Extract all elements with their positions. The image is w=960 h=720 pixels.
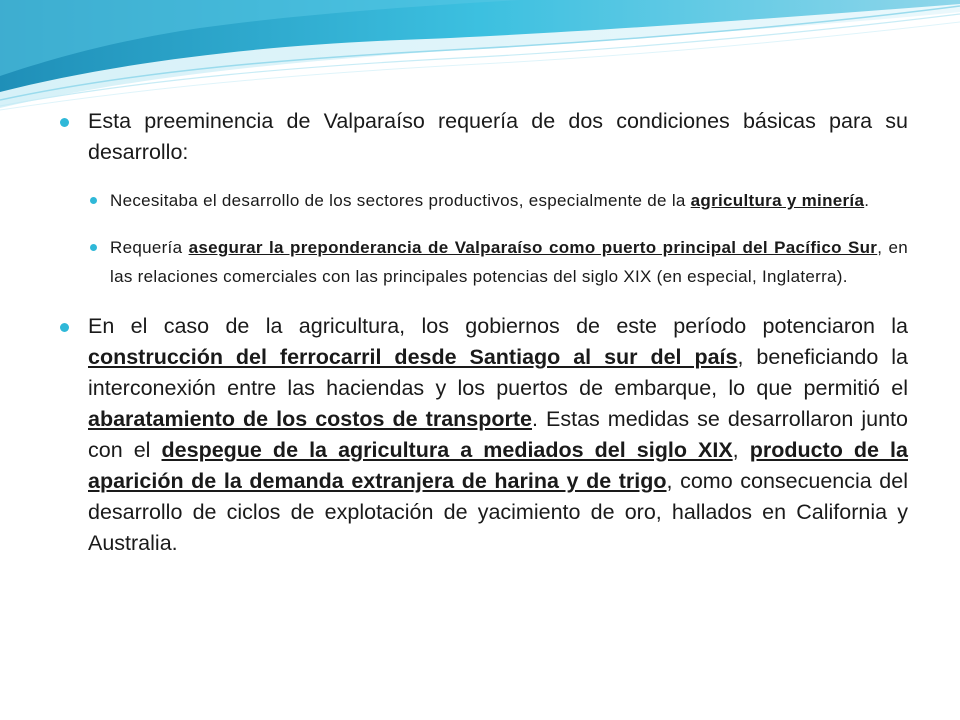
bullet-item-4 bbox=[60, 311, 908, 559]
text-segment: , como consecuencia del desarrollo de ciclos de explotación de yacimiento de oro, hallados en California y Australia. bbox=[88, 469, 908, 555]
text-segment: , bbox=[732, 438, 750, 462]
text-segment: , en las relaciones comerciales con las principales potencias del siglo XIX (en especial, Inglaterra). bbox=[110, 238, 909, 286]
text-segment: Esta preeminencia de Valparaíso requería de dos condiciones básicas para su desarrollo: bbox=[88, 109, 908, 164]
underlined-phrase: agricultura y minería bbox=[690, 191, 865, 210]
underlined-phrase: despegue de la agricultura a mediados del siglo XIX bbox=[161, 438, 733, 462]
underlined-phrase: abaratamiento de los costos de transporte bbox=[88, 407, 532, 431]
text-segment: Necesitaba el desarrollo de los sectores productivos, especialmente de la bbox=[110, 191, 691, 210]
bullet-dot-icon bbox=[60, 118, 69, 127]
underlined-phrase: asegurar la preponderancia de Valparaíso como puerto principal del Pacífico Sur bbox=[188, 238, 878, 257]
sub-bullet-item-2 bbox=[60, 186, 908, 215]
bullet-item-1 bbox=[60, 106, 908, 168]
text-segment: . bbox=[864, 191, 870, 210]
bullet-dot-icon bbox=[60, 323, 69, 332]
underlined-phrase: construcción del ferrocarril desde Santiago al sur del país bbox=[88, 345, 738, 369]
text-segment: , beneficiando la interconexión entre las haciendas y los puertos de embarque, lo que permitió el bbox=[88, 345, 909, 400]
underlined-phrase: producto de la aparición de la demanda extranjera de harina y de trigo bbox=[88, 438, 908, 493]
bullet-dot-icon bbox=[90, 197, 97, 204]
slide-content bbox=[60, 106, 908, 559]
text-segment: Requería bbox=[110, 238, 189, 257]
sub-bullet-item-3 bbox=[60, 233, 908, 291]
text-segment: . Estas medidas se desarrollaron junto con el bbox=[88, 407, 908, 462]
header-wave-decoration bbox=[0, 0, 960, 120]
bullet-dot-icon bbox=[90, 244, 97, 251]
text-segment: En el caso de la agricultura, los gobiernos de este período potenciaron la bbox=[88, 314, 908, 338]
